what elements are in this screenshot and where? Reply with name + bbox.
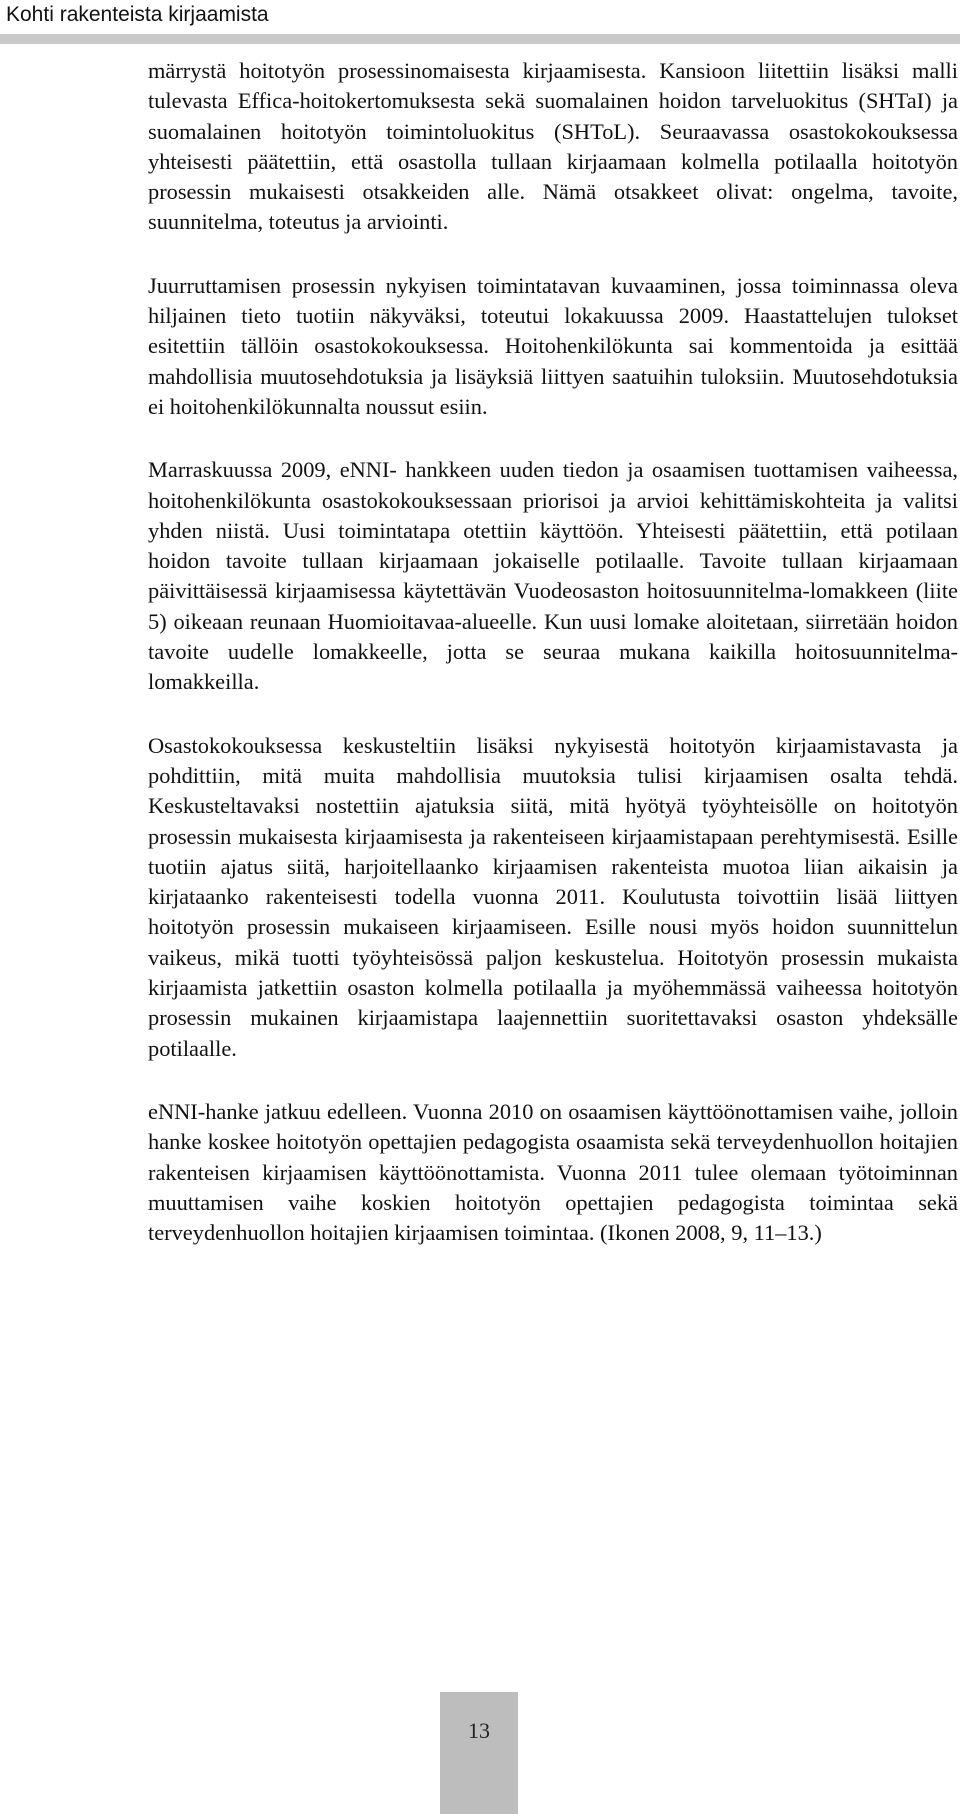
page-number-box — [440, 1692, 518, 1814]
running-head — [0, 0, 960, 44]
paragraph-2: Juurruttamisen prosessin nykyisen toimintatavan kuvaaminen, jossa toiminnassa oleva hiljainen tieto tuotiin näkyväksi, toteutui lokakuussa 2009. Haastattelujen tulokset esitettiin tällöin osastokokouksessa. Hoitohenkilökunta sai kommentoida ja esittää mahdollisia muutosehdotuksia ja lisäyksiä liittyen saatuihin tuloksiin. Muutosehdotuksia ei hoitohenkilökunnalta noussut esiin. — [148, 272, 958, 419]
running-head-title: Kohti rakenteista kirjaamista — [6, 3, 269, 26]
page-number: 13 — [468, 1718, 490, 1743]
paragraph-1: märrystä hoitotyön prosessinomaisesta kirjaamisesta. Kansioon liitettiin lisäksi malli tulevasta Effica-hoitokertomuksesta sekä suomalainen hoidon tarveluokitus (SHTaI) ja suomalainen hoitotyön toimintoluokitus (SHToL). Seuraavassa osastokokouksessa yhteisesti päätettiin, että osastolla tullaan kirjaamaan kolmella potilaalla hoitotyön prosessin mukaisesti otsakkeiden alle. Nämä otsakkeet olivat: ongelma, tavoite, suunnitelma, toteutus ja arviointi. — [148, 58, 958, 235]
paragraph-4: Osastokokouksessa keskusteltiin lisäksi nykyisestä hoitotyön kirjaamistavasta ja pohdittiin, mitä muita mahdollisia muutoksia tulisi kirjaamisen osalta tehdä. Keskusteltavaksi nostettiin ajatuksia siitä, mitä hyötyä työyhteisölle on hoitotyön prosessin mukaisesta kirjaamisesta ja rakenteiseen kirjaamistapaan perehtymisestä. Esille tuotiin ajatus siitä, harjoitellaanko kirjaamisen rakenteista muotoa liian aikaisin ja kirjataanko rakenteisesti todella vuonna 2011. Koulutusta toivottiin lisää liittyen hoitotyön prosessin mukaiseen kirjaamiseen. Esille nousi myös hoidon suunnittelun vaikeus, mikä tuotti työyhteisössä paljon keskustelua. Hoitotyön prosessin mukaista kirjaamista jatkettiin osaston kolmella potilaalla ja myöhemmässä vaiheessa hoitotyön prosessin mukainen kirjaamistapa laajennettiin suoritettavaksi osaston yhdeksälle potilaalle. — [148, 732, 958, 1061]
body-text — [148, 56, 958, 1281]
header-rule — [0, 34, 960, 44]
paragraph-5: eNNI-hanke jatkuu edelleen. Vuonna 2010 on osaamisen käyttöönottamisen vaihe, jolloin hanke koskee hoitotyön opettajien pedagogista osaamista sekä terveydenhuollon hoitajien rakenteisen kirjaamisen käyttöönottamista. Vuonna 2011 tulee olemaan työtoiminnan muuttamisen vaihe koskien hoitotyön opettajien pedagogista toimintaa sekä terveydenhuollon hoitajien kirjaamisen toimintaa. (Ikonen 2008, 9, 11–13.) — [148, 1098, 958, 1246]
paragraph-3: Marraskuussa 2009, eNNI- hankkeen uuden tiedon ja osaamisen tuottamisen vaiheessa, hoitohenkilökunta osastokokouksessaan priorisoi ja arvioi kehittämiskohteita ja valitsi yhden niistä. Uusi toimintatapa otettiin käyttöön. Yhteisesti päätettiin, että potilaan hoidon tavoite tullaan kirjaamaan jokaiselle potilaalle. Tavoite tullaan kirjaamaan päivittäisessä kirjaamisessa käytettävän Vuodeosaston hoitosuunnitelma-lomakkeen (liite 5) oikeaan reunaan Huomioitavaa-alueelle. Kun uusi lomake aloitetaan, siirretään hoidon tavoite uudelle lomakkeelle, jotta se seuraa mukana kaikilla hoitosuunnitelma-lomakkeilla. — [148, 457, 958, 695]
